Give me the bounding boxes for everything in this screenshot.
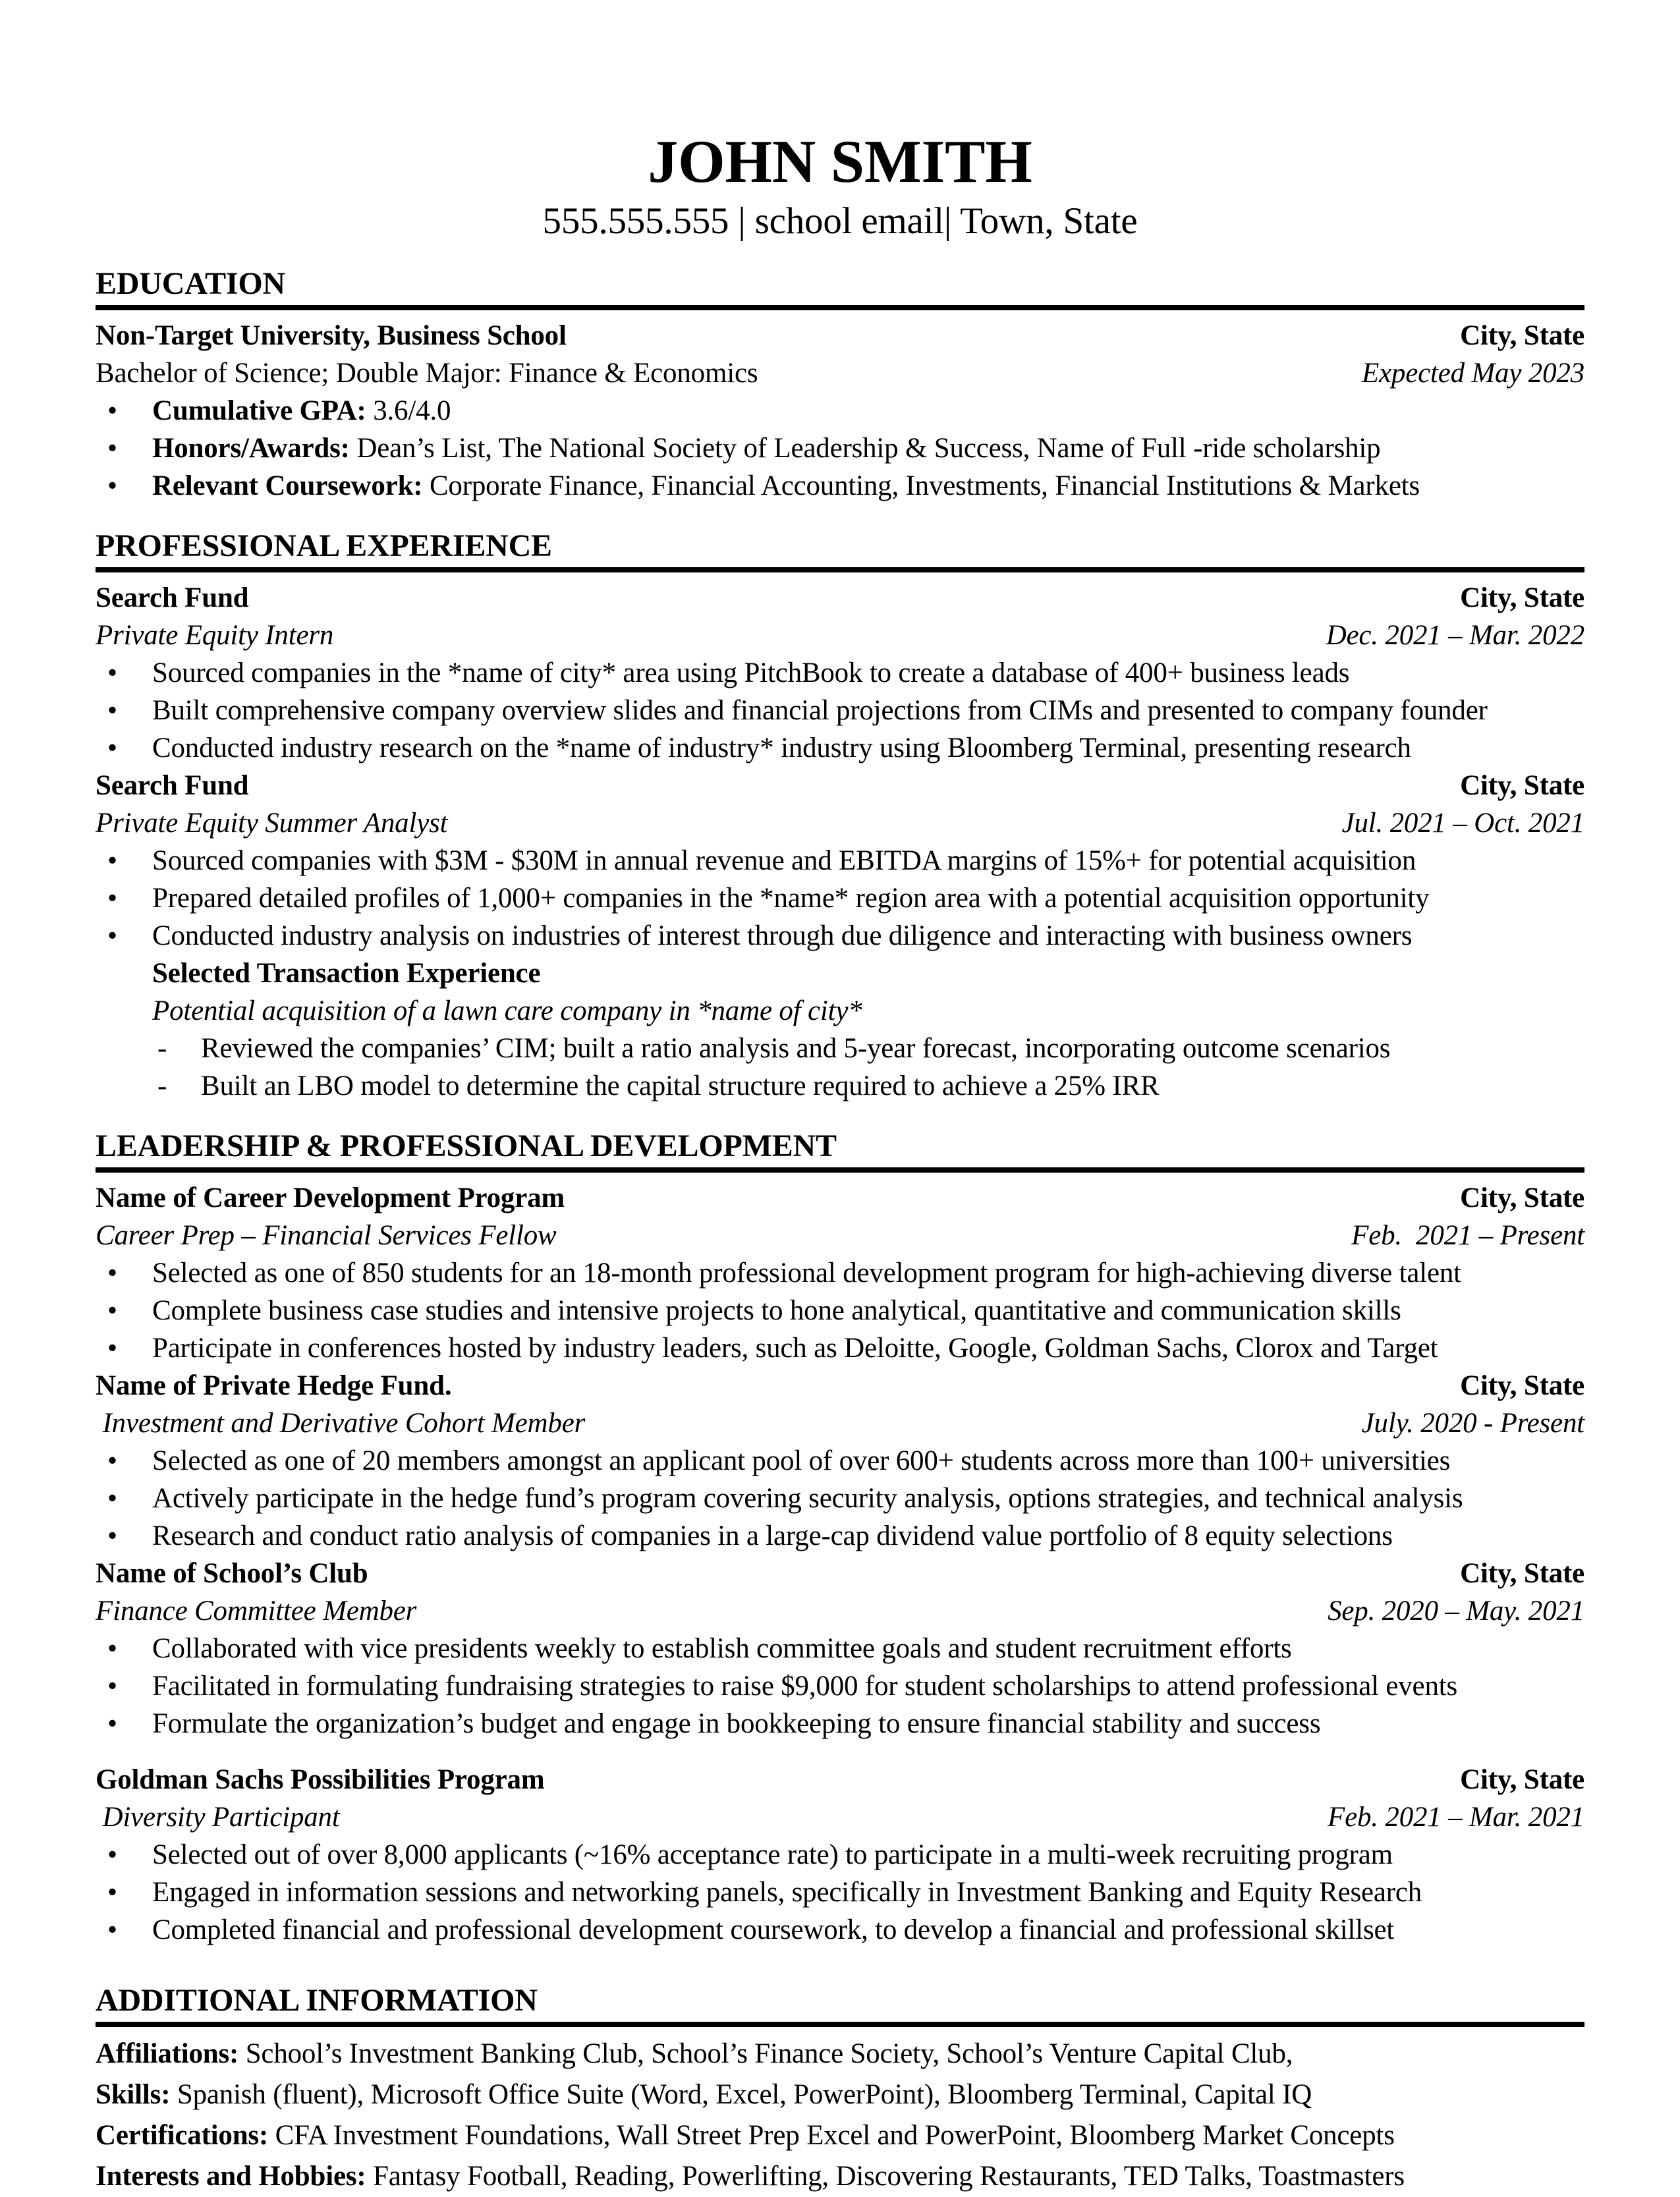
bullet-marker-icon [96,1667,152,1705]
graduation-date: Expected May 2023 [1361,358,1584,389]
transaction-bullet [96,1067,1584,1105]
entry-bullet-text: Facilitated in formulating fundraising strategies to raise $9,000 for student scholarships to attend professional events [152,1671,1458,1702]
entry-role: Investment and Derivative Cohort Member [96,1408,586,1439]
job-bullet [96,917,1584,955]
additional-line [96,2115,1584,2156]
section-title-experience: PROFESSIONAL EXPERIENCE [96,528,1584,572]
bullet-marker-icon [96,1480,152,1517]
education-degree-row [96,354,1584,392]
job-bullet-text: Conducted industry analysis on industries of interest through due diligence and interacting with business owners [152,920,1413,951]
additional-label: Skills: [96,2079,171,2110]
entry-bullet [96,1630,1584,1667]
bullet-value: Corporate Finance, Financial Accounting, Investments, Financial Institutions & Markets [422,470,1420,501]
entry-role-row [96,1798,1584,1836]
job-bullet-text: Sourced companies in the *name of city* area using PitchBook to create a database of 400+ business leads [152,657,1350,688]
education-bullet-text [152,430,1584,467]
bullet-marker-icon [96,1836,152,1874]
section-title-education: EDUCATION [96,266,1584,310]
bullet-marker-icon [96,1874,152,1911]
school-name: Non-Target University, Business School [96,320,567,351]
entry-bullet-text: Selected as one of 850 students for an 18-month professional development program for high-achieving diverse talent [152,1258,1461,1289]
additional-value: School’s Investment Banking Club, School’s Finance Society, School’s Venture Capital Club, [238,2038,1293,2069]
transaction-bullet-text: Built an LBO model to determine the capital structure required to achieve a 25% IRR [201,1071,1160,1101]
entry-org: Name of School’s Club [96,1558,368,1589]
entry-bullet-text: Actively participate in the hedge fund’s program covering security analysis, options strategies, and technical analysis [152,1483,1463,1514]
bullet-value: Dean’s List, The National Society of Leadership & Success, Name of Full -ride scholarship [349,433,1381,464]
entry-location: City, State [1460,1182,1584,1213]
job-location: City, State [1460,770,1584,801]
job-dates: Dec. 2021 – Mar. 2022 [1326,620,1584,651]
additional-value: CFA Investment Foundations, Wall Street Prep Excel and PowerPoint, Bloomberg Market Concepts [268,2120,1395,2151]
entry-org: Name of Career Development Program [96,1182,565,1213]
entry-role-row [96,1592,1584,1630]
job-entry [96,579,1584,767]
entry-bullet [96,1480,1584,1517]
job-entry [96,767,1584,1105]
entry-bullet-text: Selected as one of 20 members amongst an applicant pool of over 600+ students across more than 100+ universities [152,1445,1451,1476]
dash-marker-icon [152,1030,201,1067]
additional-value: Spanish (fluent), Microsoft Office Suite (Word, Excel, PowerPoint), Bloomberg Terminal, Capital IQ [170,2079,1312,2110]
leadership-entry [96,1761,1584,1949]
entry-location: City, State [1460,1370,1584,1401]
section-title-additional: ADDITIONAL INFORMATION [96,1983,1584,2027]
job-company: Search Fund [96,770,249,801]
entry-bullet [96,1329,1584,1367]
bullet-marker-icon [96,879,152,917]
entry-bullet [96,1254,1584,1292]
entry-bullet [96,1705,1584,1742]
bullet-marker-icon [96,842,152,879]
entry-bullet-text: Completed financial and professional development coursework, to develop a financial and professional skillset [152,1914,1395,1945]
job-dates: Jul. 2021 – Oct. 2021 [1341,808,1584,839]
education-bullet-text [152,392,1584,430]
job-role-row [96,804,1584,842]
entry-location: City, State [1460,1558,1584,1589]
section-leadership [96,1128,1584,1949]
education-bullet [96,467,1584,505]
entry-org: Goldman Sachs Possibilities Program [96,1764,545,1795]
section-title-leadership: LEADERSHIP & PROFESSIONAL DEVELOPMENT [96,1128,1584,1173]
job-location: City, State [1460,582,1584,613]
section-education [96,266,1584,505]
transaction-bullet [96,1030,1584,1067]
entry-bullet-text: Participate in conferences hosted by industry leaders, such as Deloitte, Google, Goldman Sachs, Clorox and Target [152,1333,1438,1364]
additional-value: Fantasy Football, Reading, Powerlifting, Discovering Restaurants, TED Talks, Toastmasters [366,2161,1405,2192]
person-name: JOHN SMITH [648,128,1032,195]
job-bullet [96,692,1584,729]
entry-dates: Feb. 2021 – Mar. 2021 [1328,1802,1584,1833]
entry-dates: Sep. 2020 – May. 2021 [1328,1596,1584,1627]
job-header-row [96,767,1584,804]
transaction-summary: Potential acquisition of a lawn care company in *name of city* [152,995,862,1026]
bullet-value: 3.6/4.0 [366,395,451,426]
education-bullet-text [152,467,1584,505]
entry-bullet-text: Research and conduct ratio analysis of companies in a large-cap dividend value portfolio of 8 equity selections [152,1520,1393,1551]
job-bullet-text: Sourced companies with $3M - $30M in annual revenue and EBITDA margins of 15%+ for potential acquisition [152,845,1416,876]
entry-bullet [96,1292,1584,1329]
bullet-marker-icon [96,729,152,767]
entry-location: City, State [1460,1764,1584,1795]
entry-role-row [96,1404,1584,1442]
entry-dates: Feb. 2021 – Present [1351,1220,1584,1251]
bullet-marker-icon [96,1442,152,1480]
entry-bullet-text: Complete business case studies and intensive projects to hone analytical, quantitative and communication skills [152,1295,1401,1326]
bullet-marker-icon [96,692,152,729]
additional-label: Interests and Hobbies: [96,2161,366,2192]
additional-line [96,2156,1584,2197]
bullet-marker-icon [96,1292,152,1329]
bullet-marker-icon [96,430,152,467]
degree: Bachelor of Science; Double Major: Finance & Economics [96,358,758,389]
job-bullet [96,842,1584,879]
entry-bullet [96,1836,1584,1874]
entry-bullet [96,1517,1584,1555]
additional-label: Certifications: [96,2120,269,2151]
entry-bullet-text: Engaged in information sessions and networking panels, specifically in Investment Banking and Equity Research [152,1877,1422,1908]
bullet-label: Relevant Coursework: [152,470,423,501]
education-bullet [96,392,1584,430]
bullet-marker-icon [96,1630,152,1667]
job-bullet-text: Conducted industry research on the *name of industry* industry using Bloomberg Terminal, presenting research [152,733,1411,764]
leadership-entry [96,1179,1584,1367]
bullet-label: Cumulative GPA: [152,395,366,426]
additional-line [96,2034,1584,2074]
entry-bullet [96,1874,1584,1911]
entry-role-row [96,1217,1584,1254]
leadership-entry [96,1555,1584,1742]
bullet-label: Honors/Awards: [152,433,350,464]
job-bullet-text: Prepared detailed profiles of 1,000+ companies in the *name* region area with a potential acquisition opportunity [152,883,1430,914]
entry-role: Finance Committee Member [96,1596,417,1627]
transaction-bullet-text: Reviewed the companies’ CIM; built a ratio analysis and 5-year forecast, incorporating outcome scenarios [201,1033,1391,1064]
transaction-heading: Selected Transaction Experience [152,958,541,989]
entry-role: Diversity Participant [96,1802,340,1833]
job-company: Search Fund [96,582,249,613]
entry-bullet [96,1911,1584,1949]
entry-bullet-text: Formulate the organization’s budget and engage in bookkeeping to ensure financial stability and success [152,1708,1321,1739]
job-bullet [96,879,1584,917]
bullet-marker-icon [96,1911,152,1949]
job-role: Private Equity Intern [96,620,334,651]
entry-header-row [96,1555,1584,1592]
entry-header-row [96,1179,1584,1217]
bullet-marker-icon [96,1329,152,1367]
section-experience [96,528,1584,1105]
entry-bullet-text: Collaborated with vice presidents weekly to establish committee goals and student recruitment efforts [152,1633,1292,1664]
bullet-marker-icon [96,917,152,955]
entry-bullet-text: Selected out of over 8,000 applicants (~16% acceptance rate) to participate in a multi-week recruiting program [152,1839,1393,1870]
bullet-marker-icon [96,467,152,505]
education-bullet [96,430,1584,467]
school-location: City, State [1460,320,1584,351]
entry-bullet [96,1667,1584,1705]
bullet-marker-icon [96,392,152,430]
bullet-marker-icon [96,654,152,692]
education-header-row [96,317,1584,354]
job-header-row [96,579,1584,617]
bullet-marker-icon [96,1254,152,1292]
entry-org: Name of Private Hedge Fund. [96,1370,452,1401]
leadership-entry [96,1367,1584,1555]
entry-header-row [96,1761,1584,1798]
bullet-marker-icon [96,1517,152,1555]
section-additional [96,1983,1584,2197]
entry-dates: July. 2020 - Present [1361,1408,1584,1439]
job-role-row [96,617,1584,654]
additional-label: Affiliations: [96,2038,239,2069]
entry-header-row [96,1367,1584,1404]
job-bullet [96,654,1584,692]
contact-line: 555.555.555 | school email| Town, State [542,200,1138,242]
bullet-marker-icon [96,1705,152,1742]
job-bullet-text: Built comprehensive company overview slides and financial projections from CIMs and presented to company founder [152,695,1488,726]
job-bullet [96,729,1584,767]
additional-line [96,2074,1584,2115]
entry-bullet [96,1442,1584,1480]
dash-marker-icon [152,1067,201,1105]
entry-role: Career Prep – Financial Services Fellow [96,1220,557,1251]
job-role: Private Equity Summer Analyst [96,808,448,839]
